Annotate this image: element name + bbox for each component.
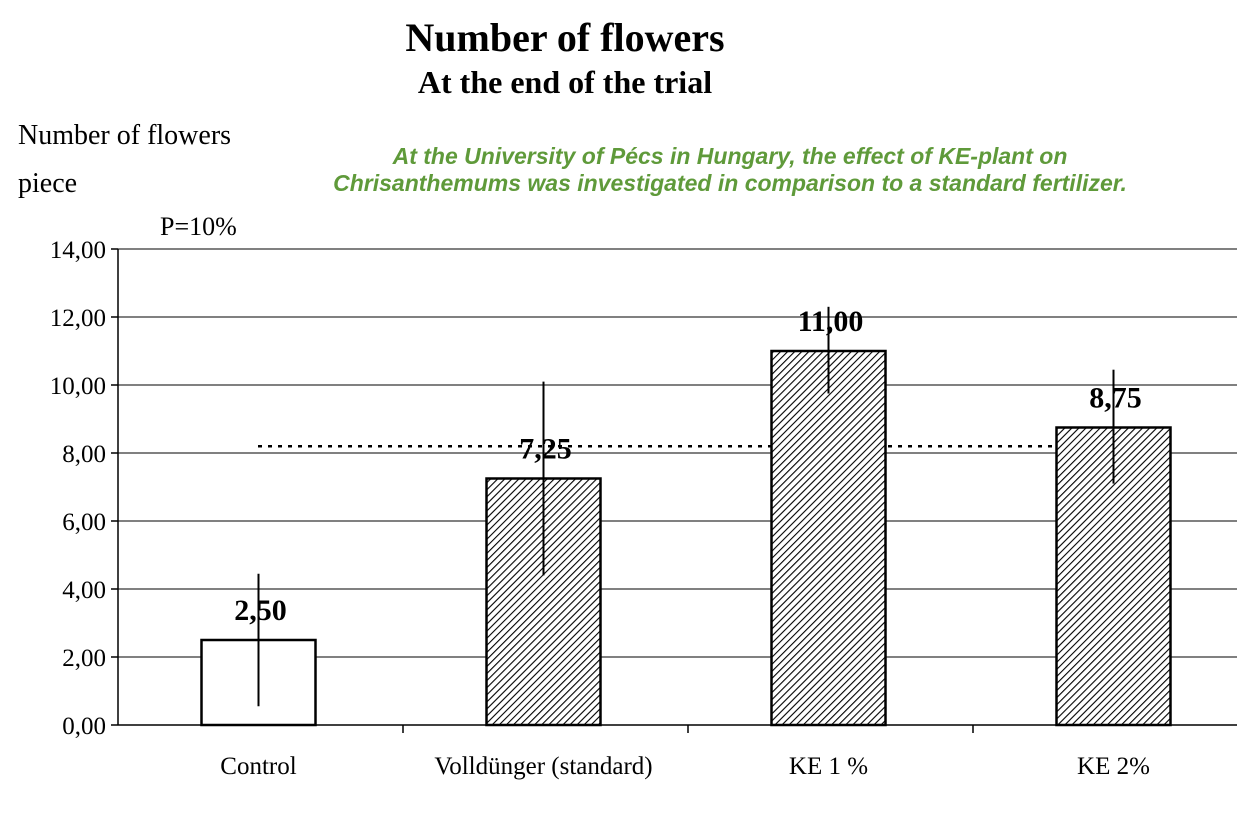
y-tick-label: 0,00: [62, 713, 106, 740]
y-tick-label: 8,00: [62, 441, 106, 468]
data-label-1: 2,50: [234, 594, 287, 627]
bar-3: [772, 351, 886, 725]
chart-subtitle: At the end of the trial: [417, 64, 713, 100]
y-tick-label: 4,00: [62, 577, 106, 604]
y-tick-label: 14,00: [49, 237, 106, 264]
significance-label: P=10%: [160, 212, 237, 241]
y-tick-label: 6,00: [62, 509, 106, 536]
y-tick-label: 2,00: [62, 645, 106, 672]
y-axis-label-line-1: Number of flowers: [18, 120, 232, 151]
chart-title: Number of flowers: [405, 15, 725, 60]
y-axis-label-line-2: piece: [18, 168, 78, 199]
x-tick-label-4: KE 2%: [1077, 753, 1150, 780]
x-tick-label-3: KE 1 %: [788, 753, 869, 780]
x-tick-label-2: Volldünger (standard): [434, 753, 653, 780]
data-label-4: 8,75: [1089, 381, 1142, 415]
x-tick-label-1: Control: [220, 753, 297, 780]
y-tick-label: 10,00: [49, 373, 106, 400]
annotation-line-2: Chrisanthemums was investigated in comparison to a standard fertilizer.: [333, 170, 1127, 196]
data-label-3: 11,00: [797, 305, 864, 338]
y-tick-label: 12,00: [49, 305, 106, 332]
data-label-2: 7,25: [519, 432, 572, 466]
annotation-line-1: At the University of Pécs in Hungary, the effect of KE-plant on: [392, 143, 1068, 169]
